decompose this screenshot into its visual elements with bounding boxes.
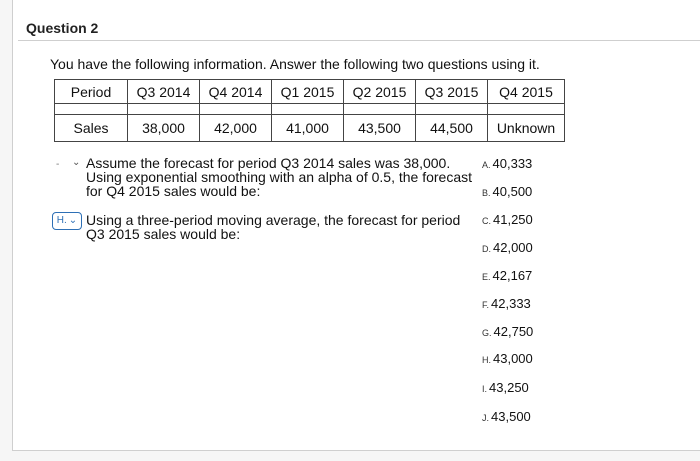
list-item bbox=[482, 184, 532, 199]
chevron-down-icon: ⌄ bbox=[72, 157, 81, 168]
data-cell: 41,000 bbox=[272, 115, 344, 142]
table-header-row bbox=[55, 80, 565, 104]
data-cell: 43,500 bbox=[344, 115, 416, 142]
data-cell: Sales bbox=[55, 115, 128, 142]
answer-letter: D. bbox=[482, 244, 491, 254]
answer-value: 42,333 bbox=[491, 296, 531, 311]
header-cell: Q1 2015 bbox=[272, 80, 344, 104]
chevron-down-icon: ⌄ bbox=[68, 215, 78, 226]
list-item bbox=[482, 351, 533, 366]
answer-select-1[interactable] bbox=[72, 156, 80, 170]
header-cell: Q3 2015 bbox=[416, 80, 488, 104]
spacer-cell bbox=[416, 104, 488, 115]
answer-value: 43,000 bbox=[493, 351, 533, 366]
answer-letter: H. bbox=[482, 355, 491, 365]
list-item bbox=[482, 268, 532, 283]
answer-value: 40,333 bbox=[492, 156, 533, 171]
header-cell: Q4 2015 bbox=[488, 80, 565, 104]
data-cell: Unknown bbox=[488, 115, 565, 142]
list-item bbox=[482, 156, 532, 171]
answer-letter: C. bbox=[482, 216, 491, 226]
list-item bbox=[482, 212, 533, 227]
subquestion-2-text: Using a three-period moving average, the forecast for period Q3 2015 sales would be: bbox=[86, 212, 461, 242]
list-item bbox=[482, 324, 533, 339]
spacer-cell bbox=[344, 104, 416, 115]
answer-value: 42,750 bbox=[493, 324, 534, 339]
spacer-cell bbox=[55, 104, 128, 115]
answer-letter: A. bbox=[482, 160, 491, 170]
answer-letter: J. bbox=[482, 413, 490, 423]
info-table bbox=[54, 79, 565, 142]
answer-letter: B. bbox=[482, 188, 491, 198]
spacer-cell bbox=[128, 104, 200, 115]
selected-answer-2: H. bbox=[56, 215, 67, 226]
answer-letter: E. bbox=[482, 272, 491, 282]
answer-value: 42,000 bbox=[493, 240, 533, 255]
answer-value: 40,500 bbox=[492, 184, 533, 199]
answer-letter: F. bbox=[482, 300, 490, 310]
answer-value: 43,250 bbox=[489, 380, 529, 395]
spacer-cell bbox=[488, 104, 565, 115]
spacer-cell bbox=[272, 104, 344, 115]
answer-letter: G. bbox=[482, 328, 492, 338]
header-cell: Q4 2014 bbox=[200, 80, 272, 104]
header-cell: Q3 2014 bbox=[128, 80, 200, 104]
table-data-row bbox=[55, 115, 565, 142]
answer-value: 42,167 bbox=[492, 268, 533, 283]
question-title: Question 2 bbox=[26, 20, 99, 36]
list-item bbox=[482, 409, 531, 424]
data-cell: 38,000 bbox=[128, 115, 200, 142]
header-cell: Period bbox=[55, 80, 128, 104]
list-item bbox=[482, 240, 533, 255]
answer-select-2[interactable] bbox=[52, 212, 82, 230]
answer-value: 43,500 bbox=[491, 409, 531, 424]
answer-letter: I. bbox=[482, 384, 488, 394]
answer-value: 41,250 bbox=[493, 212, 533, 227]
dash-icon: - bbox=[56, 159, 60, 170]
data-cell: 42,000 bbox=[200, 115, 272, 142]
spacer-cell bbox=[200, 104, 272, 115]
list-item bbox=[482, 296, 531, 311]
title-divider bbox=[18, 40, 700, 41]
header-cell: Q2 2015 bbox=[344, 80, 416, 104]
data-cell: 44,500 bbox=[416, 115, 488, 142]
subquestion-1-text: Assume the forecast for period Q3 2014 sales was 38,000. Using exponential smoothing with an alpha of 0.5, the forecast for Q4 2015 sales would be: bbox=[86, 155, 473, 199]
table-spacer-row bbox=[55, 104, 565, 115]
question-intro: You have the following information. Answer the following two questions using it. bbox=[50, 56, 540, 72]
list-item bbox=[482, 380, 529, 395]
